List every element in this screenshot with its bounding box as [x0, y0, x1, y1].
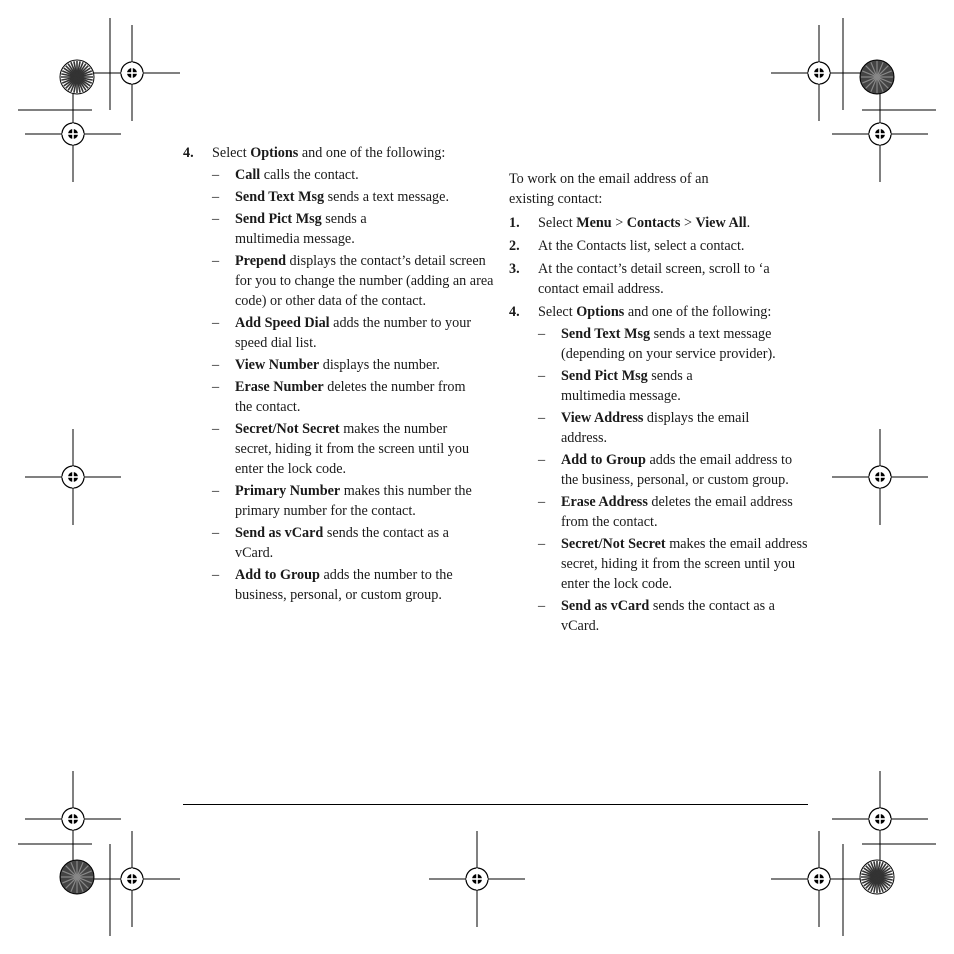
option-desc: displays the email address.	[561, 410, 750, 446]
list-item	[538, 450, 809, 490]
step-text: and one of the following:	[298, 145, 446, 161]
option-desc: makes the number secret, hiding it from the screen until you enter the lock code.	[235, 421, 470, 477]
dash-bullet: –	[212, 357, 220, 373]
option-term: Send as vCard	[561, 598, 650, 614]
option-term: Call	[235, 167, 261, 183]
registration-mark-icon	[25, 771, 121, 867]
option-desc: sends a multimedia message.	[561, 368, 693, 404]
list-item	[538, 366, 721, 406]
starburst-registration-icon	[60, 860, 94, 894]
option-term: View Address	[561, 410, 644, 426]
dash-bullet: –	[212, 253, 220, 269]
list-item	[212, 419, 483, 479]
registration-mark-icon	[771, 831, 867, 927]
dash-bullet: –	[212, 211, 220, 227]
dash-bullet: –	[538, 368, 546, 384]
step-text: At the Contacts list, select a contact.	[538, 238, 745, 254]
list-item	[538, 408, 751, 448]
separator: >	[611, 215, 627, 231]
left-column	[183, 143, 494, 608]
option-term: Send as vCard	[235, 525, 324, 541]
option-desc: displays the number.	[319, 357, 440, 373]
list-item	[538, 492, 809, 532]
list-item	[212, 377, 483, 417]
list-item	[538, 534, 809, 594]
option-term: Prepend	[235, 253, 286, 269]
registration-mark-icon	[25, 429, 121, 525]
option-term: Add Speed Dial	[235, 315, 330, 331]
registration-mark-icon	[84, 25, 180, 121]
option-term: Send Pict Msg	[561, 368, 648, 384]
right-column	[509, 169, 809, 639]
step-number: 4.	[509, 304, 520, 320]
option-list	[212, 165, 494, 605]
option-term: View Number	[235, 357, 320, 373]
menu-term: Menu	[576, 215, 612, 231]
step-3	[509, 259, 809, 299]
separator: >	[680, 215, 696, 231]
step-text: and one of the following:	[624, 304, 772, 320]
option-term: Erase Number	[235, 379, 324, 395]
option-term: Primary Number	[235, 483, 341, 499]
option-term: Send Pict Msg	[235, 211, 322, 227]
step-text: Select	[538, 215, 577, 231]
dash-bullet: –	[212, 483, 220, 499]
registration-mark-icon	[832, 86, 928, 182]
option-list	[538, 324, 809, 636]
dash-bullet: –	[538, 536, 546, 552]
dash-bullet: –	[212, 315, 220, 331]
list-item	[538, 596, 806, 636]
dash-bullet: –	[538, 452, 546, 468]
option-desc: displays the contact’s detail screen for you to change the number (adding an area code) or other data of the contact.	[235, 253, 494, 309]
option-desc: adds the number to your speed dial list.	[235, 315, 472, 351]
options-term: Options	[576, 304, 625, 320]
option-term: Erase Address	[561, 494, 648, 510]
intro-text: To work on the email address of an existing contact:	[509, 171, 709, 207]
dash-bullet: –	[538, 494, 546, 510]
dash-bullet: –	[538, 598, 546, 614]
step-text: At the contact’s detail screen, scroll to ‘a contact email address.	[538, 261, 770, 297]
list-item	[212, 481, 483, 521]
option-desc: sends a multimedia message.	[235, 211, 367, 247]
dash-bullet: –	[212, 189, 220, 205]
option-term: Send Text Msg	[561, 326, 651, 342]
list-item	[212, 187, 483, 207]
list-item	[212, 523, 480, 563]
list-item	[212, 251, 505, 311]
option-term: Add to Group	[235, 567, 320, 583]
step-text: Select	[212, 145, 251, 161]
option-desc: adds the number to the business, personal, or custom group.	[235, 567, 453, 603]
step-number: 3.	[509, 261, 520, 277]
option-term: Secret/Not Secret	[235, 421, 340, 437]
step-2	[509, 236, 809, 256]
option-desc: sends a text message (depending on your service provider).	[561, 326, 776, 362]
starburst-registration-icon	[860, 60, 894, 94]
registration-mark-icon	[84, 831, 180, 927]
step-4-options	[183, 143, 494, 605]
dash-bullet: –	[538, 410, 546, 426]
dash-bullet: –	[212, 379, 220, 395]
option-term: Secret/Not Secret	[561, 536, 666, 552]
list-item	[212, 165, 483, 185]
starburst-registration-icon	[860, 860, 894, 894]
registration-mark-icon	[832, 429, 928, 525]
view-all-term: View All	[695, 215, 747, 231]
registration-mark-icon	[832, 771, 928, 867]
step-number: 1.	[509, 215, 520, 231]
option-desc: calls the contact.	[260, 167, 359, 183]
options-term: Options	[250, 145, 299, 161]
contacts-term: Contacts	[626, 215, 681, 231]
option-desc: sends the contact as a vCard.	[235, 525, 449, 561]
dash-bullet: –	[212, 525, 220, 541]
step-text: Select	[538, 304, 577, 320]
step-number: 2.	[509, 238, 520, 254]
option-term: Send Text Msg	[235, 189, 325, 205]
option-desc: deletes the email address from the contact.	[561, 494, 793, 530]
dash-bullet: –	[538, 326, 546, 342]
step-4	[509, 302, 809, 636]
option-desc: makes this number the primary number for the contact.	[235, 483, 472, 519]
list-item	[212, 565, 483, 605]
option-term: Add to Group	[561, 452, 646, 468]
option-desc: sends the contact as a vCard.	[561, 598, 775, 634]
registration-mark-icon	[25, 86, 121, 182]
registration-mark-icon	[429, 831, 525, 927]
dash-bullet: –	[212, 421, 220, 437]
footer-rule	[183, 804, 808, 805]
step-text: .	[746, 215, 751, 231]
list-item	[538, 324, 809, 364]
option-desc: sends a text message.	[324, 189, 449, 205]
list-item	[212, 209, 380, 249]
dash-bullet: –	[212, 167, 220, 183]
list-item	[212, 313, 483, 353]
step-number: 4.	[183, 145, 194, 161]
option-desc: deletes the number from the contact.	[235, 379, 466, 415]
step-1	[509, 213, 809, 233]
list-item	[212, 355, 483, 375]
dash-bullet: –	[212, 567, 220, 583]
option-desc: adds the email address to the business, personal, or custom group.	[561, 452, 793, 488]
starburst-registration-icon	[60, 60, 94, 94]
registration-mark-icon	[771, 25, 867, 121]
option-desc: makes the email address secret, hiding it from the screen until you enter the lock code.	[561, 536, 808, 592]
